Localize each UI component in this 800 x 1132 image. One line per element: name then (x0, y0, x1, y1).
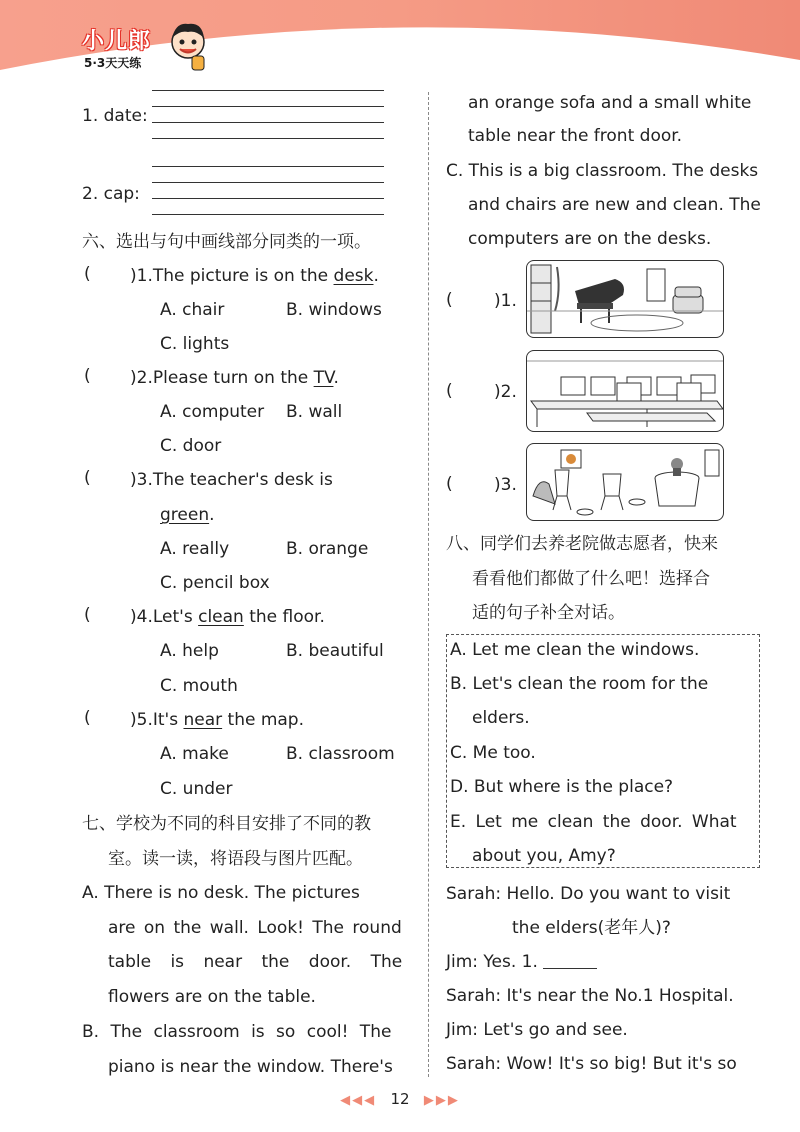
writing-line (152, 214, 384, 215)
dialogue-text: Jim: Yes. 1. (446, 952, 538, 972)
section8-title-line1: 八、同学们去养老院做志愿者，快来 (446, 534, 718, 554)
underlined-word: TV (313, 368, 334, 388)
dialogue-line: the elders(老年人)? (512, 918, 671, 938)
option-line: about you, Amy? (472, 846, 616, 866)
picture-number: )2. (494, 382, 517, 402)
question-number: )3. (130, 470, 153, 490)
option-a: A. computer (160, 402, 265, 422)
answer-paren-open: ( (446, 290, 453, 310)
question-text-end: . (373, 266, 379, 286)
option-c: C. mouth (160, 676, 238, 696)
passage-b-line: table near the front door. (468, 126, 683, 146)
answer-paren-open: ( (84, 468, 91, 488)
option-c: C. pencil box (160, 573, 270, 593)
page-number: 12 (390, 1090, 410, 1108)
question-number: )5. (130, 710, 153, 730)
option-c: C. under (160, 779, 233, 799)
answer-blank-1[interactable] (543, 950, 597, 969)
dialogue-line: Jim: Let's go and see. (446, 1020, 628, 1040)
section8-title-line3: 适的句子补全对话。 (472, 603, 625, 623)
answer-paren-open: ( (84, 605, 91, 625)
question-text-end: . (333, 368, 339, 388)
computer-room-picture (526, 350, 724, 432)
underlined-word: near (183, 710, 223, 730)
question-number: )1. (130, 266, 153, 286)
section7-title-line1: 七、学校为不同的科目安排了不同的教 (82, 814, 371, 834)
writing-line (152, 182, 384, 183)
passage-c-line: C. This is a big classroom. The desks (446, 161, 759, 181)
writing-line (152, 138, 384, 139)
picture-number: )3. (494, 475, 517, 495)
piano-room-illustration (527, 261, 723, 337)
logo (82, 24, 222, 74)
dialogue-line: Sarah: Hello. Do you want to visit (446, 884, 731, 904)
left-arrows-icon: ◀◀◀ (340, 1093, 377, 1108)
writing-line (152, 198, 384, 199)
answer-paren-open: ( (84, 366, 91, 386)
section8-title-line2: 看看他们都做了什么吧！选择合 (472, 569, 710, 589)
question-text: Let's (152, 607, 199, 627)
passage-a-line: are on the wall. Look! The round (108, 918, 402, 938)
writing-label-cap: 2. cap: (82, 184, 140, 204)
logo-title: 小儿郎 (82, 29, 152, 54)
writing-line (152, 90, 384, 91)
section7-title-line2: 室。读一读，将语段与图片匹配。 (108, 849, 363, 869)
option-a: A. chair (160, 300, 225, 320)
question-text: The picture is on the (152, 266, 334, 286)
column-divider (428, 92, 429, 1077)
question-text-end: the floor. (243, 607, 325, 627)
underlined-word: clean (198, 607, 244, 627)
option-b: B. beautiful (286, 641, 384, 661)
option-line: elders. (472, 708, 530, 728)
passage-c-line: computers are on the desks. (468, 229, 712, 249)
question-text: It's (152, 710, 184, 730)
section6-title: 六、选出与句中画线部分同类的一项。 (82, 232, 371, 252)
answer-paren-open: ( (446, 474, 453, 494)
option-line: C. Me too. (450, 743, 536, 763)
underlined-word: green (160, 505, 210, 525)
passage-a-line: flowers are on the table. (108, 987, 316, 1007)
writing-line (152, 122, 384, 123)
question-2 (130, 366, 339, 390)
writing-line (152, 166, 384, 167)
computer-room-illustration (527, 351, 723, 431)
picture-number: )1. (494, 291, 517, 311)
option-a: A. help (160, 641, 219, 661)
passage-c-line: and chairs are new and clean. The (468, 195, 761, 215)
option-b: B. classroom (286, 744, 395, 764)
option-c: C. door (160, 436, 222, 456)
page-footer (0, 1090, 800, 1108)
passage-b-line: an orange sofa and a small white (468, 93, 752, 113)
passage-b-line: piano is near the window. There's (108, 1057, 393, 1077)
answer-paren-open: ( (84, 708, 91, 728)
question-4 (130, 605, 325, 629)
mascot-icon (166, 18, 210, 74)
option-b: B. wall (286, 402, 343, 422)
option-b: B. windows (286, 300, 382, 320)
question-text: Please turn on the (152, 368, 314, 388)
question-1 (130, 264, 379, 288)
question-number: )4. (130, 607, 153, 627)
option-c: C. lights (160, 334, 230, 354)
option-line: B. Let's clean the room for the (450, 674, 709, 694)
underlined-word: desk (333, 266, 374, 286)
question-number: )2. (130, 368, 153, 388)
option-b: B. orange (286, 539, 369, 559)
option-a: A. really (160, 539, 230, 559)
logo-subtitle: 5·3天天练 (84, 56, 142, 70)
passage-a-line: A. There is no desk. The pictures (82, 883, 360, 903)
music-room-picture (526, 260, 724, 338)
answer-paren-open: ( (84, 264, 91, 284)
passage-a-line: table is near the door. The (108, 952, 403, 972)
writing-line (152, 106, 384, 107)
dialogue-line: Sarah: It's near the No.1 Hospital. (446, 986, 734, 1006)
question-text-end: the map. (222, 710, 305, 730)
dialogue-line: Sarah: Wow! It's so big! But it's so (446, 1054, 737, 1074)
question-5 (130, 708, 304, 732)
question-3 (130, 468, 333, 492)
art-room-illustration (527, 444, 723, 520)
question-3-continued (160, 503, 215, 527)
question-text: The teacher's desk is (152, 470, 333, 490)
passage-b-line: B. The classroom is so cool! The (82, 1022, 392, 1042)
option-line: A. Let me clean the windows. (450, 640, 700, 660)
option-line: E. Let me clean the door. What (450, 812, 737, 832)
writing-label-date: 1. date: (82, 106, 148, 126)
option-a: A. make (160, 744, 229, 764)
question-text-end: . (209, 505, 215, 525)
dialogue-line-with-blank (446, 950, 597, 974)
right-arrows-icon: ▶▶▶ (423, 1093, 460, 1108)
option-line: D. But where is the place? (450, 777, 674, 797)
answer-paren-open: ( (446, 381, 453, 401)
art-room-picture (526, 443, 724, 521)
